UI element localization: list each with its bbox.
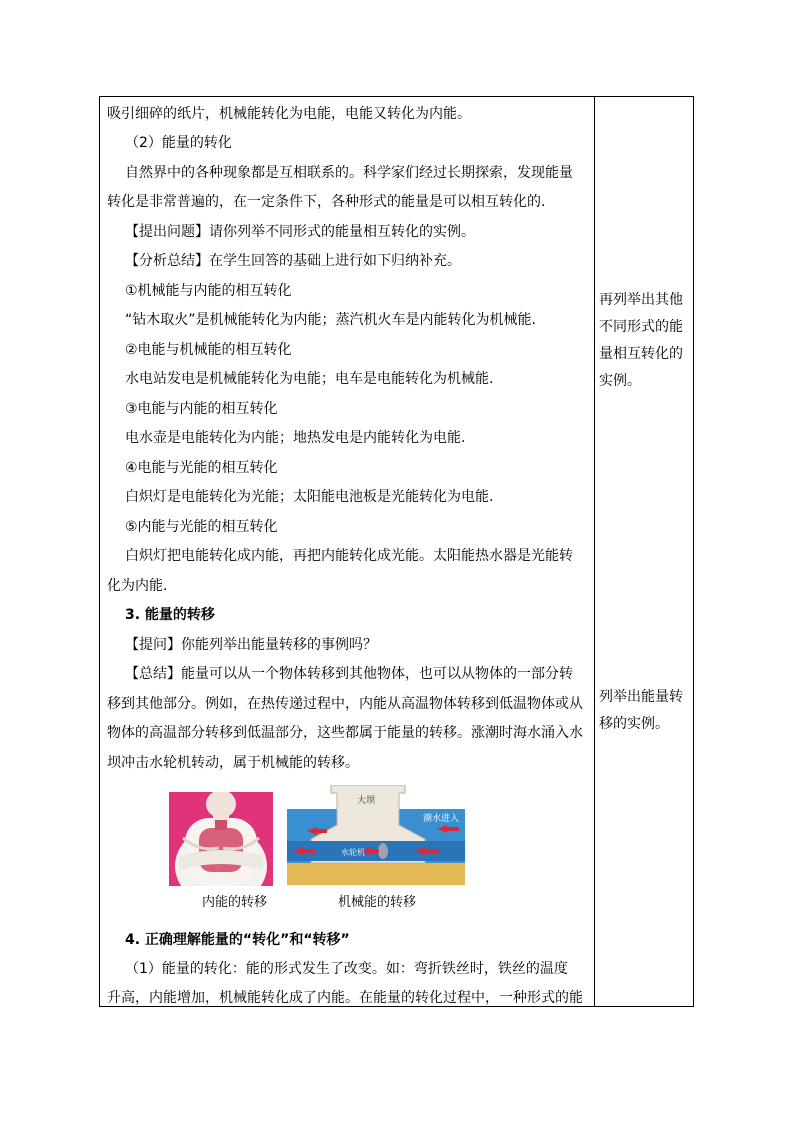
section-heading: 4. 正确理解能量的“转化”和“转移” — [125, 932, 350, 948]
figure-caption-mechanical: 机械能的转移 — [338, 895, 417, 910]
text-line: 移到其他部分。例如，在热传递过程中，内能从高温物体转移到低温物体或从 — [107, 696, 583, 712]
list-heading: ③电能与内能的相互转化 — [125, 401, 278, 417]
text-line: 【提出问题】请你列举不同形式的能量相互转化的实例。 — [125, 224, 475, 240]
list-heading: ①机械能与内能的相互转化 — [125, 283, 292, 299]
tide-label: 潮水进入 — [423, 814, 460, 824]
text-line: 化为内能. — [107, 578, 168, 594]
note-line: 实例。 — [599, 373, 641, 389]
text-line: 白炽灯把电能转化成内能，再把内能转化成光能。太阳能热水器是光能转 — [125, 548, 573, 564]
text-line: 【总结】能量可以从一个物体转移到其他物体，也可以从物体的一部分转 — [125, 666, 573, 682]
subsection-heading: （2）能量的转化 — [125, 135, 232, 151]
note-line: 量相互转化的 — [599, 346, 683, 362]
lesson-table — [99, 96, 694, 1007]
text-line: 坝冲击水轮机转动，属于机械能的转移。 — [107, 755, 359, 771]
figure-caption-heat: 内能的转移 — [202, 895, 268, 910]
dam-turbine-diagram — [287, 785, 465, 885]
note-line: 列举出能量转 — [599, 689, 683, 705]
list-heading: ④电能与光能的相互转化 — [125, 460, 278, 476]
text-line: 转化是非常普遍的，在一定条件下，各种形式的能量是可以相互转化的. — [107, 194, 546, 210]
text-line: 物体的高温部分转移到低温部分，这些都属于能量的转移。涨潮时海水涌入水 — [107, 725, 583, 741]
column-divider — [594, 97, 595, 1006]
text-line: 水电站发电是机械能转化为电能；电车是电能转化为机械能. — [125, 371, 494, 387]
note-line: 再列举出其他 — [599, 292, 683, 308]
turbine-label: 水轮机 — [341, 848, 365, 857]
text-line: “钻木取火”是机械能转化为内能；蒸汽机火车是内能转化为机械能. — [125, 312, 536, 328]
hot-water-bottle-photo — [169, 792, 273, 886]
note-line: 不同形式的能 — [599, 319, 683, 335]
list-heading: ②电能与机械能的相互转化 — [125, 342, 292, 358]
list-heading: ⑤内能与光能的相互转化 — [125, 519, 278, 535]
dam-label: 大坝 — [357, 796, 376, 806]
text-line: 【分析总结】在学生回答的基础上进行如下归纳补充。 — [125, 253, 461, 269]
text-line: 升高，内能增加，机械能转化成了内能。在能量的转化过程中，一种形式的能 — [107, 990, 583, 1006]
text-line: 白炽灯是电能转化为光能；太阳能电池板是光能转化为电能. — [125, 489, 494, 505]
text-line: 吸引细碎的纸片，机械能转化为电能，电能又转化为内能。 — [107, 106, 471, 122]
text-line: 电水壶是电能转化为内能；地热发电是内能转化为电能. — [125, 430, 466, 446]
note-line: 移的实例。 — [599, 716, 669, 732]
text-line: （1）能量的转化：能的形式发生了改变。如：弯折铁丝时，铁丝的温度 — [125, 961, 568, 977]
text-line: 【提问】你能列举出能量转移的事例吗？ — [125, 637, 377, 653]
section-heading: 3. 能量的转移 — [125, 607, 215, 623]
text-line: 自然界中的各种现象都是互相联系的。科学家们经过长期探索，发现能量 — [125, 165, 573, 181]
